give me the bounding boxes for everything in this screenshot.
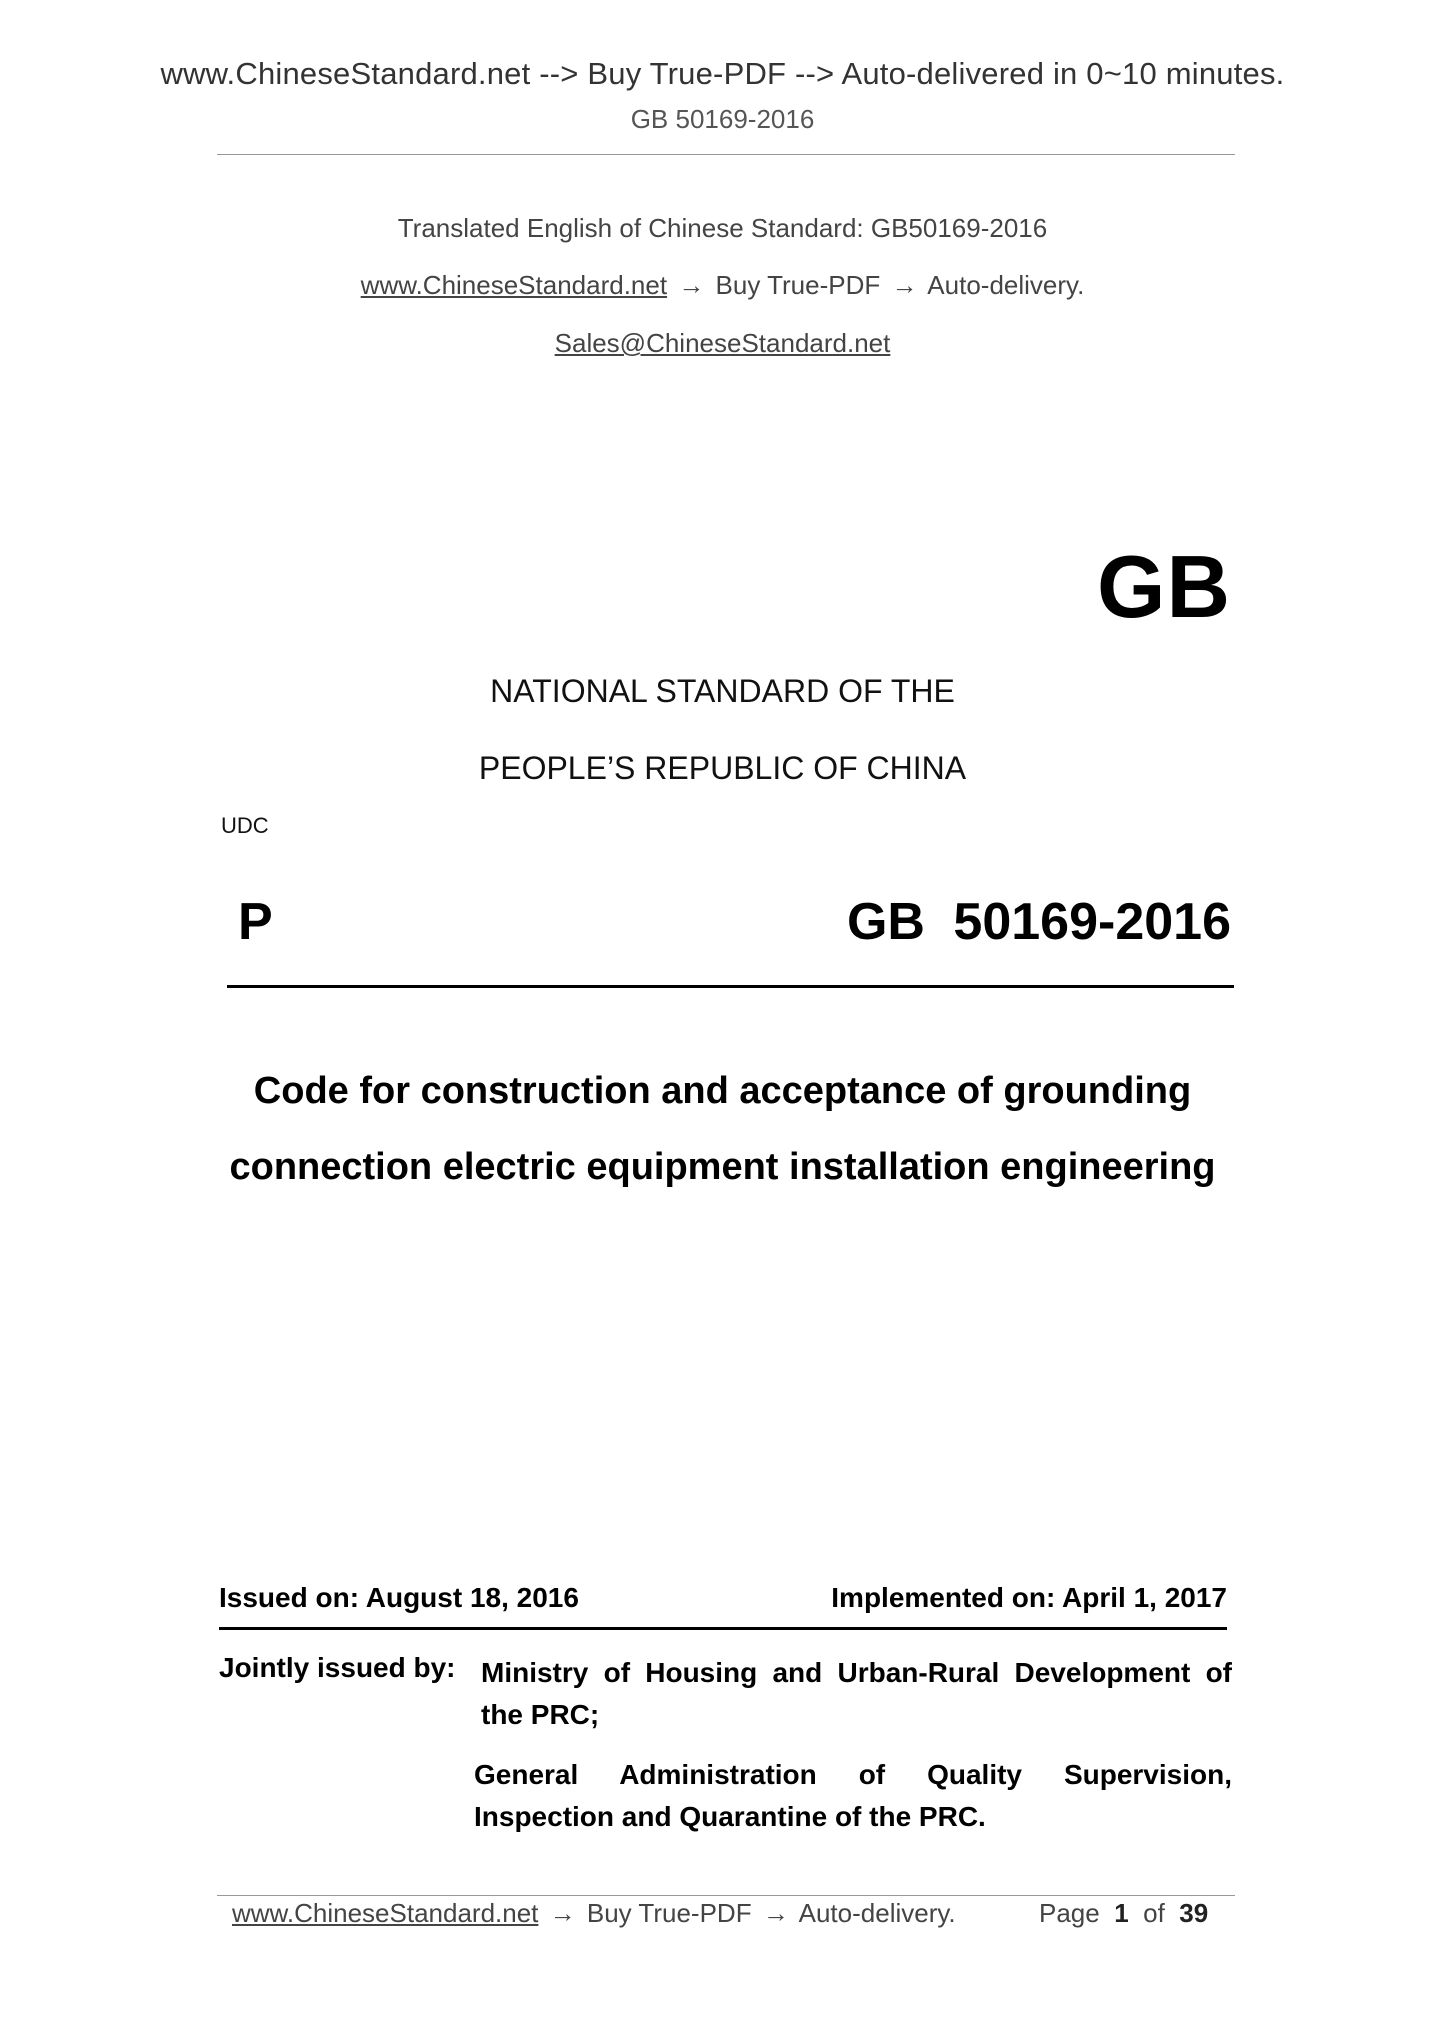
national-standard-line2: PEOPLE’S REPUBLIC OF CHINA	[478, 750, 967, 786]
issuer-aqsiq: General Administration of Quality Supervision, Inspection and Quarantine of the PRC.	[474, 1759, 1232, 1832]
email-link[interactable]: Sales@ChineseStandard.net	[554, 328, 891, 358]
footer-promo	[232, 1898, 956, 1929]
dates-divider	[219, 1627, 1227, 1630]
header-divider	[217, 154, 1235, 155]
title-divider	[227, 985, 1234, 988]
page-label: Page	[1039, 1898, 1100, 1928]
footer-divider	[217, 1895, 1235, 1896]
national-standard-line1: NATIONAL STANDARD OF THE	[490, 673, 955, 709]
document-title-line2: connection electric equipment installation engineering	[229, 1146, 1216, 1188]
document-title-line1: Code for construction and acceptance of grounding	[253, 1070, 1192, 1112]
site-link[interactable]: www.ChineseStandard.net	[360, 270, 668, 300]
implemented-date: Implemented on: April 1, 2017	[831, 1582, 1227, 1613]
email-line	[0, 328, 1445, 359]
issued-date: Issued on: August 18, 2016	[219, 1582, 579, 1613]
arrow-right-icon: →	[549, 1898, 576, 1928]
header-banner: www.ChineseStandard.net --> Buy True-PDF --> Auto-delivered in 0~10 minutes.	[160, 56, 1285, 91]
arrow-right-icon: →	[762, 1898, 789, 1928]
page-total: 39	[1179, 1898, 1209, 1928]
page-of: of	[1143, 1898, 1165, 1928]
translated-note: Translated English of Chinese Standard: GB50169-2016	[397, 213, 1048, 243]
issuer-ministry: Ministry of Housing and Urban-Rural Development of the PRC;	[481, 1657, 1232, 1730]
page-indicator	[1039, 1898, 1208, 1929]
footer-delivery-text: Auto-delivery.	[798, 1898, 956, 1928]
jointly-issued-label: Jointly issued by:	[219, 1652, 456, 1683]
footer-site-link[interactable]: www.ChineseStandard.net	[232, 1898, 539, 1928]
delivery-text: Auto-delivery.	[927, 270, 1085, 300]
arrow-right-icon: →	[891, 270, 918, 300]
standard-number: GB 50169-2016	[846, 893, 1231, 951]
promo-line	[0, 270, 1445, 301]
category-letter: P	[238, 893, 273, 951]
header-standard-code: GB 50169-2016	[630, 104, 815, 134]
udc-label: UDC	[221, 813, 269, 838]
page-current: 1	[1114, 1898, 1129, 1928]
arrow-right-icon: →	[678, 270, 705, 300]
footer-buy-text: Buy True-PDF	[586, 1898, 752, 1928]
gb-mark: GB	[1097, 537, 1231, 636]
buy-text: Buy True-PDF	[715, 270, 881, 300]
